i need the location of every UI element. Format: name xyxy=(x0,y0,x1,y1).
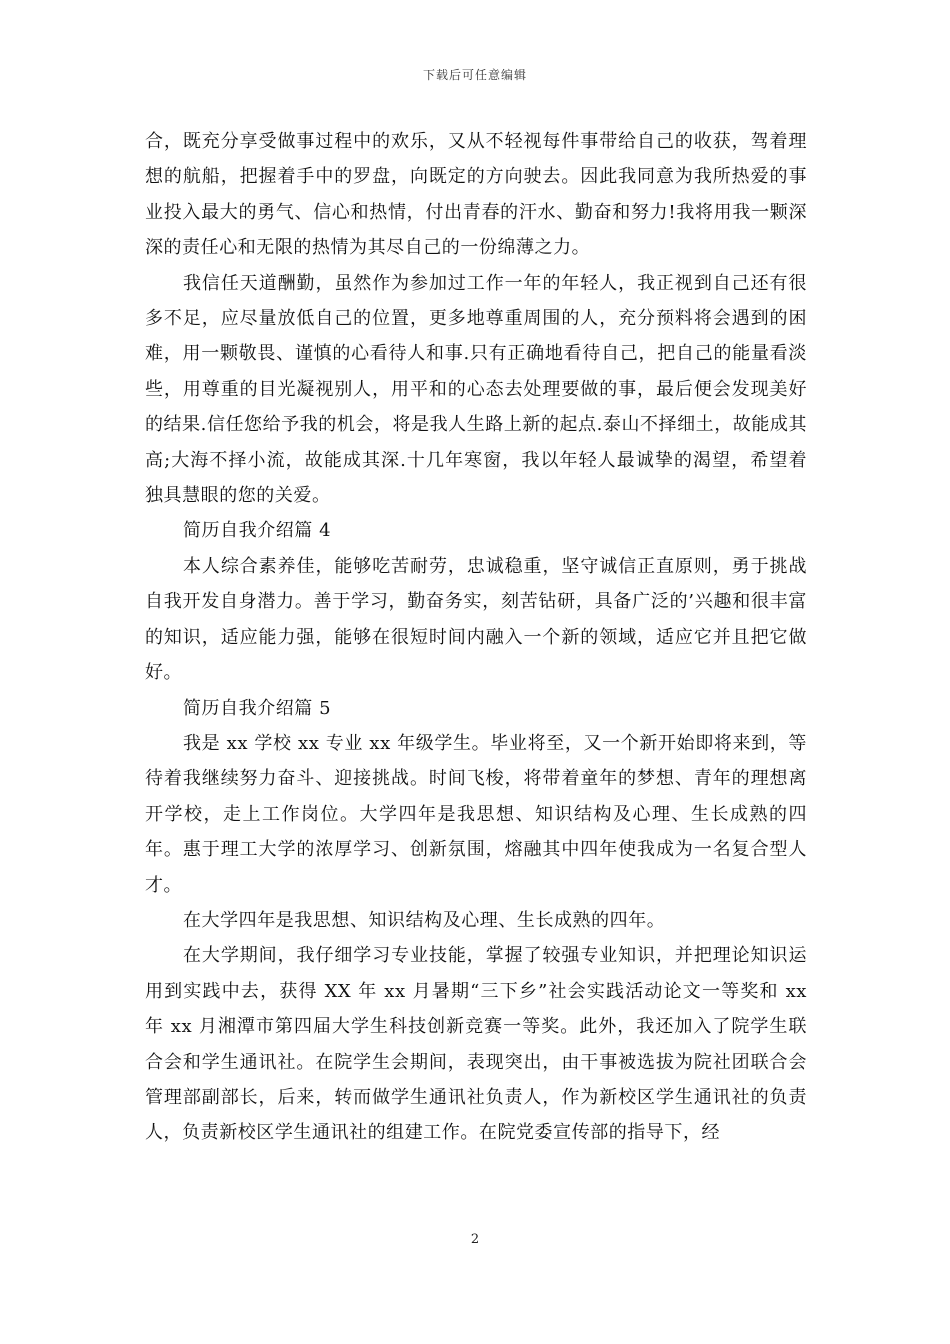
paragraph: 在大学期间，我仔细学习专业技能，掌握了较强专业知识，并把理论知识运用到实践中去，获得 XX 年 xx 月暑期“三下乡”社会实践活动论文一等奖和 xx 年 xx 月湘潭市第四届大学生科技创新竞赛一等奖。此外，我还加入了院学生联合会和学生通讯社。在院学生会期间，表现突出，由干事被选拔为院社团联合会管理部副部长，后来，转而做学生通讯社负责人，作为新校区学生通讯社的负责人，负责新校区学生通讯社的组建工作。在院党委宣传部的指导下，经 xyxy=(145,945,807,1144)
page-header: 下载后可任意编辑 xyxy=(422,68,527,82)
section-heading: 简历自我介绍篇 4 xyxy=(183,520,332,542)
page-number: 2 xyxy=(470,1232,480,1247)
paragraph: 在大学四年是我思想、知识结构及心理、生长成熟的四年。 xyxy=(183,909,666,931)
section-heading: 简历自我介绍篇 5 xyxy=(183,697,332,719)
paragraph: 我是 xx 学校 xx 专业 xx 年级学生。毕业将至，又一个新开始即将来到，等待着我继续努力奋斗、迎接挑战。时间飞梭，将带着童年的梦想、青年的理想离开学校，走上工作岗位。大学四年是我思想、知识结构及心理、生长成熟的四年。惠于理工大学的浓厚学习、创新氛围，熔融其中四年使我成为一名复合型人才。 xyxy=(145,732,807,896)
paragraph-continuation: 合，既充分享受做事过程中的欢乐，又从不轻视每件事带给自己的收获，驾着理想的航船，把握着手中的罗盘，向既定的方向驶去。因此我同意为我所热爱的事业投入最大的勇气、信心和热情，付出青春的汗水、勤奋和努力!我将用我一颗深深的责任心和无限的热情为其尽自己的一份绵薄之力。 xyxy=(145,131,807,259)
paragraph: 我信任天道酬勤，虽然作为参加过工作一年的年轻人，我正视到自己还有很多不足，应尽量放低自己的位置，更多地尊重周围的人，充分预料将会遇到的困难，用一颗敬畏、谨慎的心看待人和事.只有正确地看待自己，把自己的能量看淡些，用尊重的目光凝视别人，用平和的心态去处理要做的事，最后便会发现美好的结果.信任您给予我的机会，将是我人生路上新的起点.泰山不择细土，故能成其高;大海不择小流，故能成其深.十几年寒窗，我以年轻人最诚挚的渴望，希望着独具慧眼的您的关爱。 xyxy=(145,272,807,507)
document-body xyxy=(145,124,807,1151)
paragraph: 本人综合素养佳，能够吃苦耐劳，忠诚稳重，坚守诚信正直原则，勇于挑战自我开发自身潜力。善于学习，勤奋务实，刻苦钻研，具备广泛的’兴趣和很丰富的知识，适应能力强，能够在很短时间内融入一个新的领域，适应它并且把它做好。 xyxy=(145,555,807,684)
